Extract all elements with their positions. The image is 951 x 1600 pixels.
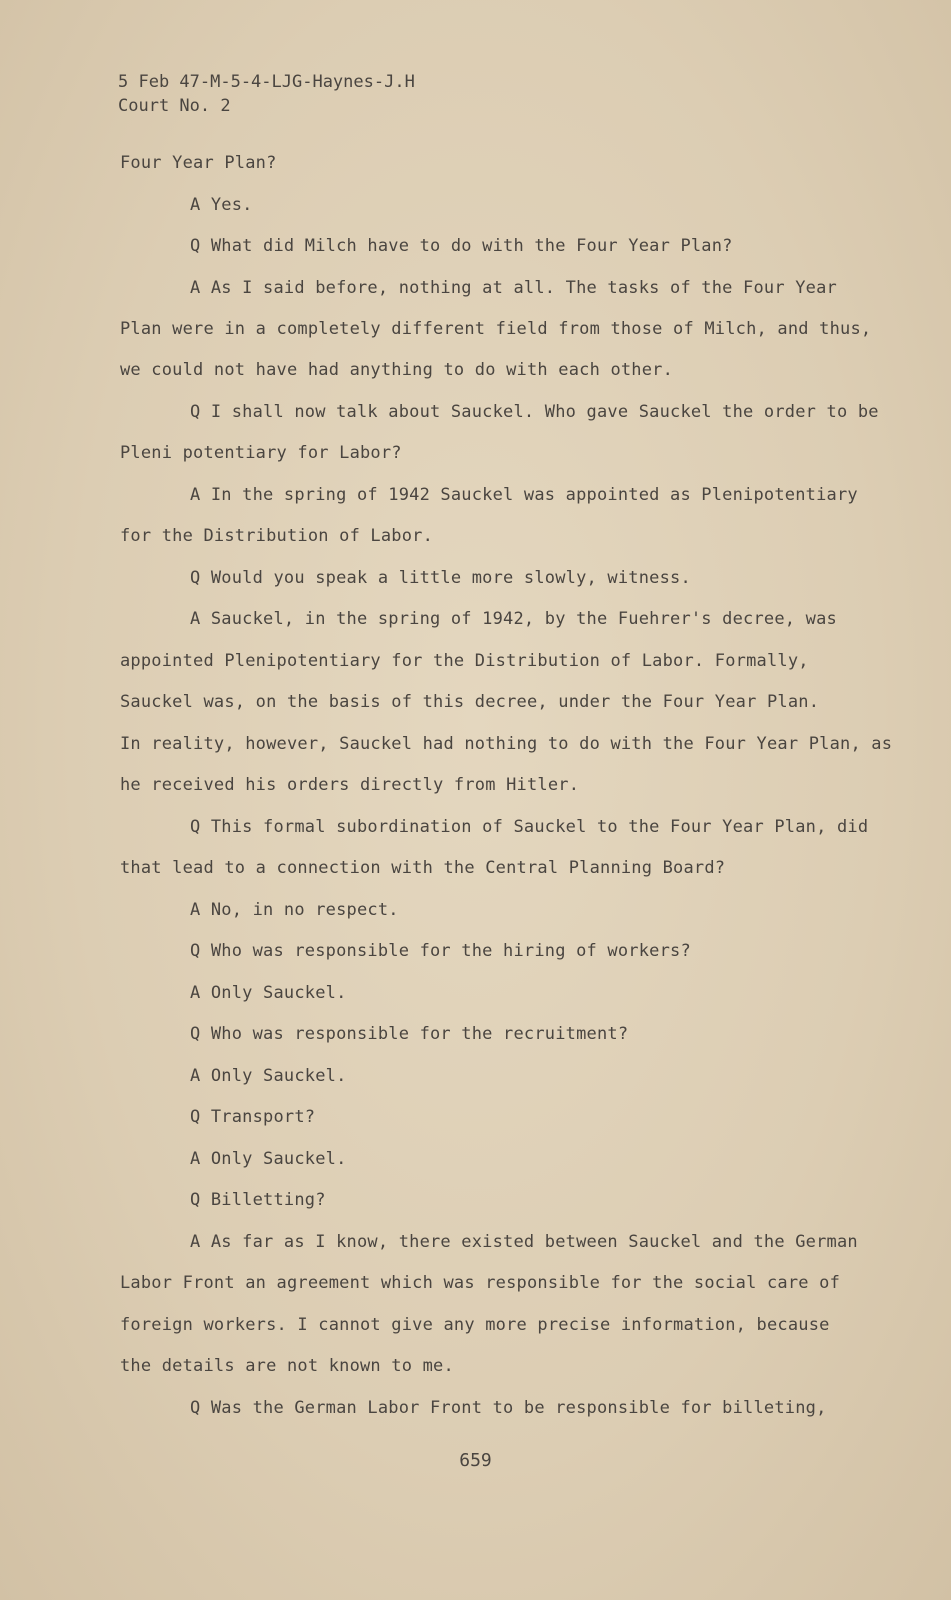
text-line: In reality, however, Sauckel had nothing to do with the Four Year Plan, as — [120, 734, 893, 754]
text-line: foreign workers. I cannot give any more precise information, because — [120, 1315, 830, 1335]
answer-line: A In the spring of 1942 Sauckel was appointed as Plenipotentiary — [190, 485, 858, 505]
text-line: Pleni potentiary for Labor? — [120, 443, 402, 463]
question-line: Q Was the German Labor Front to be responsible for billeting, — [190, 1398, 827, 1418]
header-reference: 5 Feb 47-M-5-4-LJG-Haynes-J.H — [118, 72, 415, 92]
answer-line: A Sauckel, in the spring of 1942, by the Fuehrer's decree, was — [190, 609, 837, 629]
text-line: the details are not known to me. — [120, 1356, 454, 1376]
text-line: Sauckel was, on the basis of this decree, under the Four Year Plan. — [120, 692, 820, 712]
text-line: Labor Front an agreement which was responsible for the social care of — [120, 1273, 841, 1293]
question-line: Q Billetting? — [190, 1190, 326, 1210]
text-line: for the Distribution of Labor. — [120, 526, 434, 546]
answer-line: A Only Sauckel. — [190, 983, 347, 1003]
question-line: Q What did Milch have to do with the Four Year Plan? — [190, 236, 733, 256]
answer-line: A Yes. — [190, 195, 253, 215]
text-line: appointed Plenipotentiary for the Distribution of Labor. Formally, — [120, 651, 809, 671]
text-line: we could not have had anything to do with each other. — [120, 360, 674, 380]
header-court: Court No. 2 — [118, 96, 231, 116]
text-line: Four Year Plan? — [120, 153, 277, 173]
document-header — [118, 70, 415, 118]
text-line: that lead to a connection with the Central Planning Board? — [120, 858, 726, 878]
text-line: Plan were in a completely different field from those of Milch, and thus, — [120, 319, 872, 339]
answer-line: A As far as I know, there existed between Sauckel and the German — [190, 1232, 858, 1252]
question-line: Q Would you speak a little more slowly, witness. — [190, 568, 691, 588]
answer-line: A As I said before, nothing at all. The tasks of the Four Year — [190, 278, 837, 298]
answer-line: A Only Sauckel. — [190, 1066, 347, 1086]
text-line: he received his orders directly from Hitler. — [120, 775, 580, 795]
page-number: 659 — [459, 1450, 492, 1471]
answer-line: A Only Sauckel. — [190, 1149, 347, 1169]
question-line: Q Transport? — [190, 1107, 316, 1127]
question-line: Q Who was responsible for the hiring of workers? — [190, 941, 691, 961]
answer-line: A No, in no respect. — [190, 900, 399, 920]
question-line: Q I shall now talk about Sauckel. Who gave Sauckel the order to be — [190, 402, 879, 422]
question-line: Q Who was responsible for the recruitment? — [190, 1024, 629, 1044]
question-line: Q This formal subordination of Sauckel to the Four Year Plan, did — [190, 817, 869, 837]
